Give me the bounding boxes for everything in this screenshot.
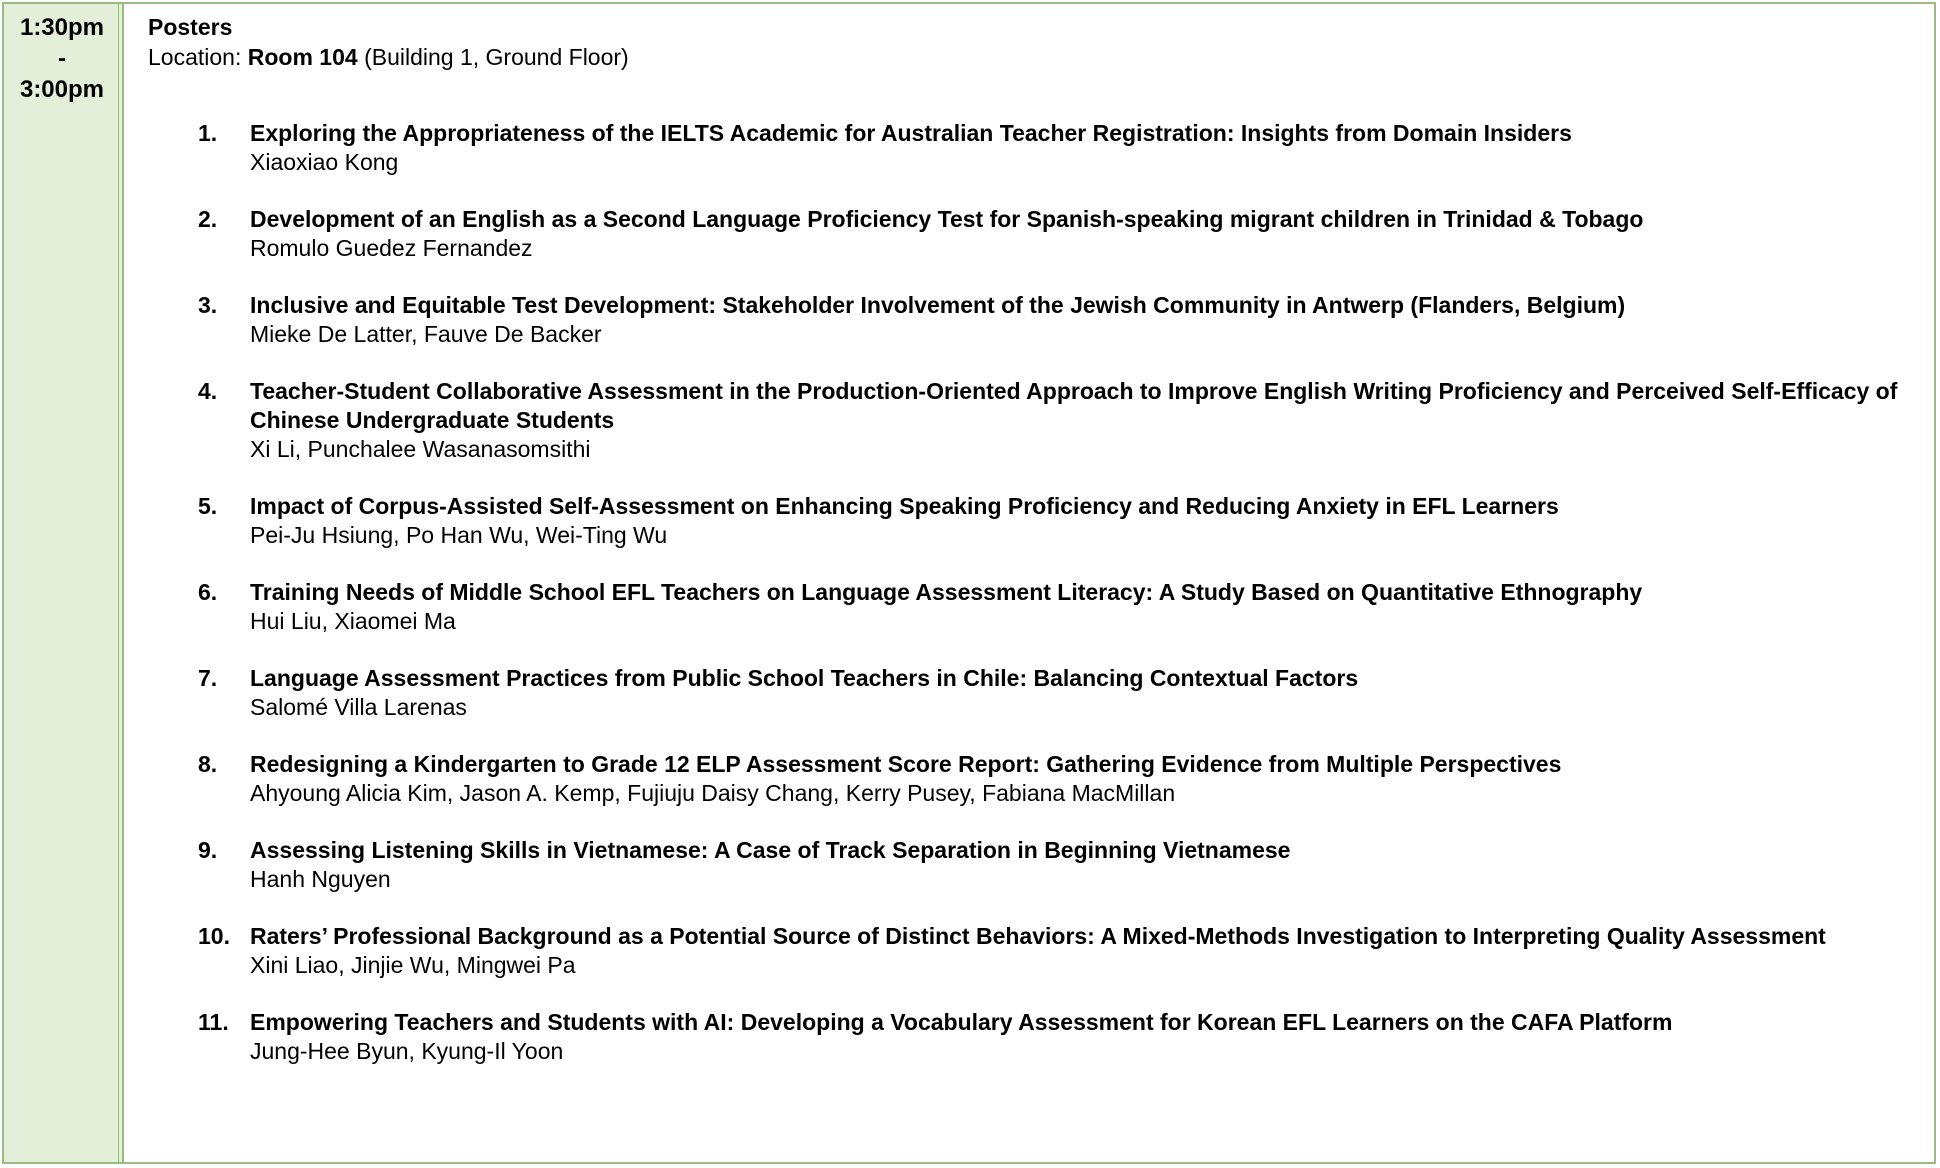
poster-number: 2.: [198, 206, 218, 232]
poster-title: Impact of Corpus-Assisted Self-Assessment on Enhancing Speaking Proficiency and Reducing Anxiety in EFL Learners: [250, 493, 1559, 519]
poster-item: [148, 119, 1926, 177]
poster-item: [148, 922, 1926, 980]
poster-title: Assessing Listening Skills in Vietnamese: A Case of Track Separation in Beginning Vietnamese: [250, 837, 1291, 863]
poster-title: Inclusive and Equitable Test Development: Stakeholder Involvement of the Jewish Community in Antwerp (Flanders, Belgium): [250, 292, 1626, 318]
session-title: Posters: [148, 14, 233, 40]
poster-item: [148, 205, 1926, 263]
poster-title: Empowering Teachers and Students with AI: Developing a Vocabulary Assessment for Korean EFL Learners on the CAFA Platform: [250, 1009, 1673, 1035]
poster-number: 7.: [198, 665, 218, 691]
poster-authors: Jung-Hee Byun, Kyung-Il Yoon: [250, 1038, 564, 1064]
poster-item: [148, 578, 1926, 636]
location-building: (Building 1, Ground Floor): [364, 44, 629, 70]
poster-title: Training Needs of Middle School EFL Teachers on Language Assessment Literacy: A Study Based on Quantitative Ethnography: [250, 579, 1643, 605]
poster-title: Teacher-Student Collaborative Assessment in the Production-Oriented Approach to Improve English Writing Proficiency and Perceived Self-Efficacy of Chinese Undergraduate Students: [250, 378, 1898, 433]
time-column: [4, 4, 124, 1162]
poster-title: Development of an English as a Second Language Proficiency Test for Spanish-speaking migrant children in Trinidad & Tobago: [250, 206, 1644, 232]
poster-number: 1.: [198, 120, 218, 146]
session-location: [148, 43, 1926, 72]
poster-item: [148, 291, 1926, 349]
poster-authors: Romulo Guedez Fernandez: [250, 235, 533, 261]
session-time: [4, 12, 120, 105]
poster-list: [148, 119, 1926, 1066]
poster-number: 9.: [198, 837, 218, 863]
poster-authors: Hui Liu, Xiaomei Ma: [250, 608, 456, 634]
poster-authors: Ahyoung Alicia Kim, Jason A. Kemp, Fujiuju Daisy Chang, Kerry Pusey, Fabiana MacMillan: [250, 780, 1176, 806]
location-label: Location:: [148, 44, 242, 70]
poster-number: 4.: [198, 378, 218, 404]
poster-title: Raters’ Professional Background as a Potential Source of Distinct Behaviors: A Mixed-Methods Investigation to Interpreting Quality Assessment: [250, 923, 1826, 949]
poster-item: [148, 377, 1926, 464]
poster-authors: Hanh Nguyen: [250, 866, 391, 892]
poster-authors: Pei-Ju Hsiung, Po Han Wu, Wei-Ting Wu: [250, 522, 668, 548]
poster-item: [148, 492, 1926, 550]
session-content: [148, 12, 1926, 1094]
poster-number: 10.: [198, 923, 230, 949]
poster-authors: Xiaoxiao Kong: [250, 149, 399, 175]
poster-number: 11.: [198, 1009, 229, 1035]
time-dash: -: [58, 45, 66, 72]
poster-number: 8.: [198, 751, 218, 777]
poster-authors: Xi Li, Punchalee Wasanasomsithi: [250, 436, 591, 462]
time-end: 3:00pm: [19, 76, 105, 103]
poster-item: [148, 836, 1926, 894]
poster-authors: Salomé Villa Larenas: [250, 694, 467, 720]
poster-authors: Mieke De Latter, Fauve De Backer: [250, 321, 602, 347]
poster-item: [148, 1008, 1926, 1066]
poster-number: 6.: [198, 579, 218, 605]
session-table: [2, 2, 1936, 1164]
location-room: Room 104: [247, 44, 358, 70]
poster-item: [148, 664, 1926, 722]
poster-number: 5.: [198, 493, 218, 519]
poster-authors: Xini Liao, Jinjie Wu, Mingwei Pa: [250, 952, 576, 978]
poster-title: Language Assessment Practices from Public School Teachers in Chile: Balancing Contextual Factors: [250, 665, 1359, 691]
poster-title: Exploring the Appropriateness of the IELTS Academic for Australian Teacher Registration: Insights from Domain Insiders: [250, 120, 1572, 146]
poster-title: Redesigning a Kindergarten to Grade 12 ELP Assessment Score Report: Gathering Evidence from Multiple Perspectives: [250, 751, 1562, 777]
time-start: 1:30pm: [19, 14, 105, 41]
poster-number: 3.: [198, 292, 218, 318]
poster-item: [148, 750, 1926, 808]
